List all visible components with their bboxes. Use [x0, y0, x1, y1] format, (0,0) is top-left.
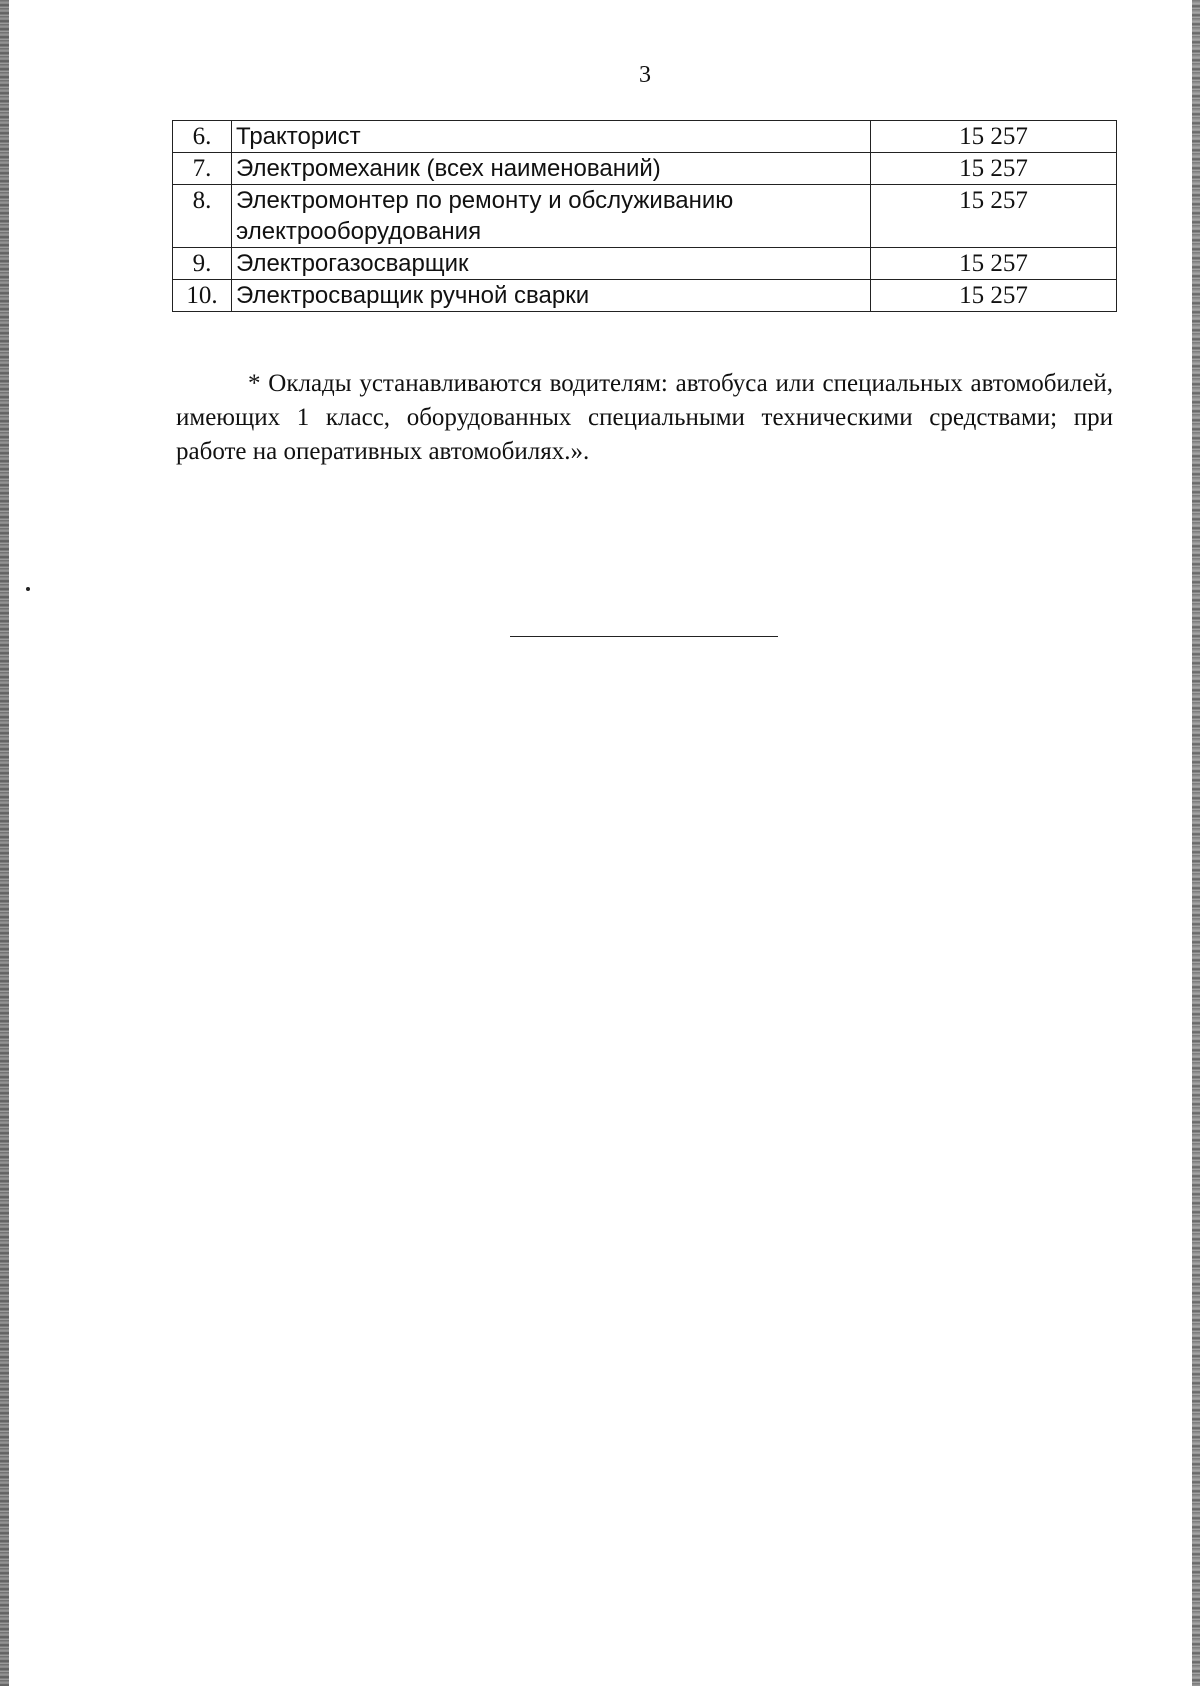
position-name: Электромонтер по ремонту и обслуживанию электрооборудования: [232, 185, 871, 248]
position-name: Электрогазосварщик: [232, 248, 871, 280]
page-number: 3: [639, 62, 651, 88]
position-name: Электромеханик (всех наименований): [232, 153, 871, 185]
row-number: 9.: [173, 248, 232, 280]
salary-table: [172, 120, 1117, 312]
salary-value: 15 257: [871, 280, 1117, 312]
salary-value: 15 257: [871, 248, 1117, 280]
salary-value: 15 257: [871, 121, 1117, 153]
closing-separator-line: [510, 636, 778, 637]
table-row: [173, 248, 1117, 280]
table-row: [173, 280, 1117, 312]
salary-value: 15 257: [871, 153, 1117, 185]
row-number: 6.: [173, 121, 232, 153]
table-row: [173, 185, 1117, 248]
scan-edge-left: [0, 0, 9, 1686]
row-number: 7.: [173, 153, 232, 185]
row-number: 10.: [173, 280, 232, 312]
position-name: Электросварщик ручной сварки: [232, 280, 871, 312]
table-row: [173, 153, 1117, 185]
table-row: [173, 121, 1117, 153]
footnote: * Оклады устанавливаются водителям: автобуса или специальных автомобилей, имеющих 1 класс, оборудованных специальными техническими средствами; при работе на оперативных автомобилях.».: [176, 370, 1113, 465]
row-number: 8.: [173, 185, 232, 248]
salary-value: 15 257: [871, 185, 1117, 248]
scan-speck: [26, 587, 30, 591]
position-name: Тракторист: [232, 121, 871, 153]
scan-edge-right: [1192, 0, 1200, 1686]
